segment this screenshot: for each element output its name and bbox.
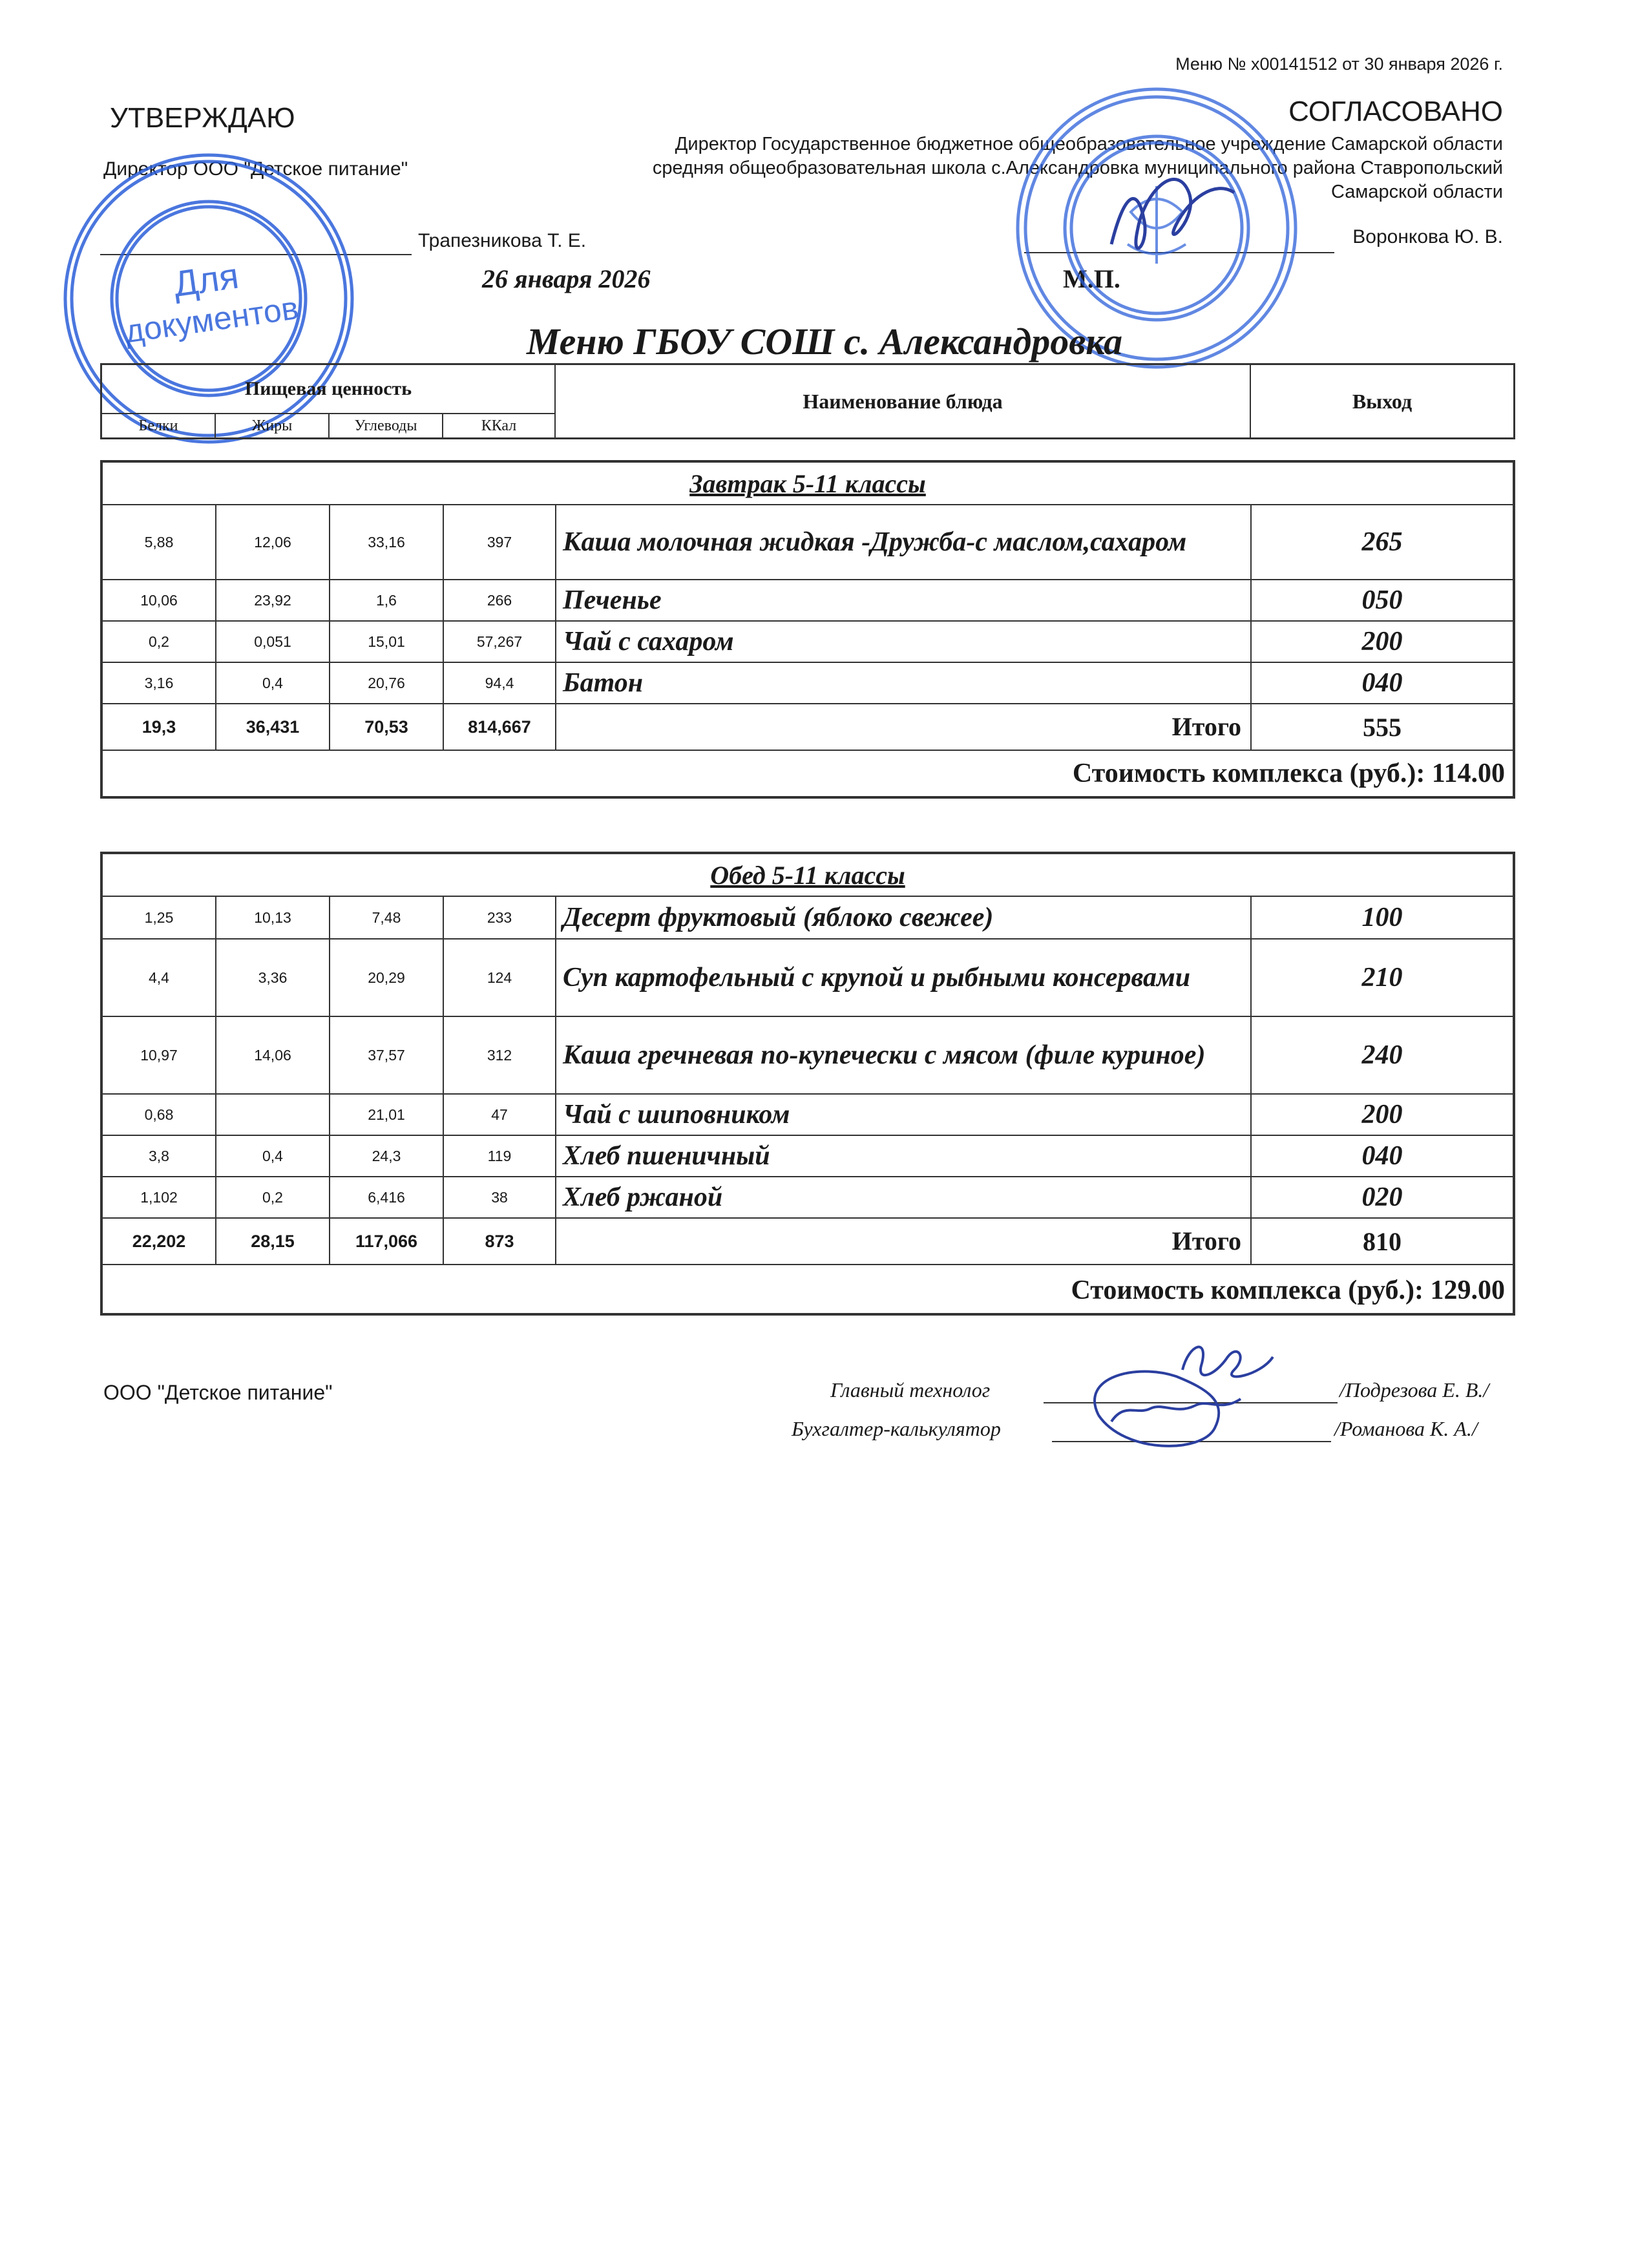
chief-technologist-label: Главный технолог xyxy=(830,1378,991,1402)
output-cell: 100 xyxy=(1361,903,1403,932)
proteins-cell: 0,68 xyxy=(103,1095,216,1135)
carbs-cell: 24,3 xyxy=(330,1136,444,1176)
agree-title: СОГЛАСОВАНО xyxy=(1288,96,1503,127)
fats-total: 36,431 xyxy=(216,704,330,750)
proteins-cell: 1,102 xyxy=(103,1177,216,1217)
total-label: Итого xyxy=(556,704,1252,750)
table-row xyxy=(103,663,1513,704)
proteins-cell: 0,2 xyxy=(103,622,216,662)
lunch-section xyxy=(100,852,1515,1316)
kcal-cell: 397 xyxy=(444,505,556,579)
proteins-cell: 3,8 xyxy=(103,1136,216,1176)
carbs-cell: 1,6 xyxy=(330,580,444,620)
total-row xyxy=(103,704,1513,751)
output-cell: 200 xyxy=(1361,627,1403,656)
kcal-cell: 266 xyxy=(444,580,556,620)
svg-text:документов: документов xyxy=(122,289,301,350)
output-cell: 040 xyxy=(1361,668,1403,698)
approve-role: Директор ООО "Детское питание" xyxy=(103,158,408,180)
carbs-cell: 6,416 xyxy=(330,1177,444,1217)
proteins-total: 19,3 xyxy=(103,704,216,750)
fats-cell xyxy=(216,1095,330,1135)
dish-cell: Десерт фруктовый (яблоко свежее) xyxy=(556,897,1252,938)
kcal-cell: 38 xyxy=(444,1177,556,1217)
output-cell: 240 xyxy=(1361,1040,1403,1070)
nutrition-header: Пищевая ценность xyxy=(102,365,556,414)
dish-cell: Чай с шиповником xyxy=(556,1095,1252,1135)
fats-cell: 0,4 xyxy=(216,1136,330,1176)
output-cell: 040 xyxy=(1361,1141,1403,1171)
fats-cell: 14,06 xyxy=(216,1017,330,1093)
breakfast-section xyxy=(100,460,1515,799)
kcal-cell: 119 xyxy=(444,1136,556,1176)
approve-date: 26 января 2026 xyxy=(482,264,651,293)
svg-text:Для: Для xyxy=(171,255,242,305)
table-row xyxy=(103,1136,1513,1177)
fats-cell: 12,06 xyxy=(216,505,330,579)
dish-cell: Чай с сахаром xyxy=(556,622,1252,662)
section-title: Завтрак 5-11 классы xyxy=(103,463,1513,505)
total-row xyxy=(103,1219,1513,1265)
table-row xyxy=(103,1095,1513,1136)
fats-header: Жиры xyxy=(216,414,330,437)
fats-cell: 0,4 xyxy=(216,663,330,703)
dish-cell: Каша гречневая по-купечески с мясом (филе куриное) xyxy=(556,1017,1252,1093)
menu-number: Меню № x00141512 от 30 января 2026 г. xyxy=(1175,54,1503,74)
proteins-cell: 1,25 xyxy=(103,897,216,938)
proteins-total: 22,202 xyxy=(103,1219,216,1264)
accountant-name: /Романова К. А./ xyxy=(1334,1417,1478,1440)
carbs-cell: 20,29 xyxy=(330,940,444,1016)
output-cell: 050 xyxy=(1361,585,1403,615)
table-row xyxy=(103,580,1513,622)
fats-total: 28,15 xyxy=(216,1219,330,1264)
table-row xyxy=(103,897,1513,940)
kcal-cell: 94,4 xyxy=(444,663,556,703)
approve-title: УТВЕРЖДАЮ xyxy=(110,102,295,134)
table-row xyxy=(103,505,1513,580)
fats-cell: 0,2 xyxy=(216,1177,330,1217)
carbs-cell: 21,01 xyxy=(330,1095,444,1135)
proteins-cell: 10,97 xyxy=(103,1017,216,1093)
output-total: 555 xyxy=(1363,712,1402,742)
menu-header-table xyxy=(100,363,1515,439)
total-label: Итого xyxy=(556,1219,1252,1264)
carbs-cell: 7,48 xyxy=(330,897,444,938)
stamp-place-label: М.П. xyxy=(1063,264,1120,293)
dish-cell: Хлеб ржаной xyxy=(556,1177,1252,1217)
output-cell: 210 xyxy=(1361,963,1403,992)
proteins-cell: 5,88 xyxy=(103,505,216,579)
footer-signatures xyxy=(1073,1331,1318,1460)
dish-cell: Каша молочная жидкая -Дружба-с маслом,сахаром xyxy=(556,505,1252,579)
proteins-cell: 10,06 xyxy=(103,580,216,620)
carbs-cell: 20,76 xyxy=(330,663,444,703)
kcal-total: 814,667 xyxy=(444,704,556,750)
agree-name: Воронкова Ю. В. xyxy=(1352,226,1503,247)
complex-cost: Стоимость комплекса (руб.): 129.00 xyxy=(1071,1276,1505,1305)
fats-cell: 3,36 xyxy=(216,940,330,1016)
proteins-cell: 3,16 xyxy=(103,663,216,703)
table-row xyxy=(103,622,1513,663)
table-row xyxy=(103,1177,1513,1219)
agree-role: Директор Государственное бюджетное общеобразовательное учреждение Самарской области средняя общеобразовательная школа с.Александровка муниципального района Ставропольский Самарской области xyxy=(652,134,1503,202)
complex-cost: Стоимость комплекса (руб.): 114.00 xyxy=(1072,759,1505,788)
carbs-cell: 33,16 xyxy=(330,505,444,579)
fats-cell: 0,051 xyxy=(216,622,330,662)
output-header: Выход xyxy=(1352,389,1413,413)
table-row xyxy=(103,1017,1513,1095)
output-total: 810 xyxy=(1363,1226,1402,1256)
kcal-header: ККал xyxy=(443,414,556,437)
dish-cell: Суп картофельный с крупой и рыбными консервами xyxy=(556,940,1252,1016)
dish-cell: Хлеб пшеничный xyxy=(556,1136,1252,1176)
footer-organization: ООО "Детское питание" xyxy=(103,1381,333,1404)
kcal-cell: 57,267 xyxy=(444,622,556,662)
kcal-cell: 124 xyxy=(444,940,556,1016)
table-row xyxy=(103,940,1513,1017)
carbs-cell: 15,01 xyxy=(330,622,444,662)
director-signature xyxy=(1111,180,1234,249)
fats-cell: 10,13 xyxy=(216,897,330,938)
fats-cell: 23,92 xyxy=(216,580,330,620)
carbs-header: Углеводы xyxy=(330,414,443,437)
kcal-cell: 47 xyxy=(444,1095,556,1135)
dish-cell: Батон xyxy=(556,663,1252,703)
chief-technologist-name: /Подрезова Е. В./ xyxy=(1339,1378,1489,1402)
output-cell: 020 xyxy=(1361,1182,1403,1212)
carbs-total: 70,53 xyxy=(330,704,444,750)
proteins-cell: 4,4 xyxy=(103,940,216,1016)
kcal-total: 873 xyxy=(444,1219,556,1264)
dish-header: Наименование блюда xyxy=(556,365,1251,437)
output-cell: 200 xyxy=(1361,1100,1403,1129)
carbs-total: 117,066 xyxy=(330,1219,444,1264)
document-title: Меню ГБОУ СОШ с. Александровка xyxy=(526,320,1123,362)
accountant-label: Бухгалтер-калькулятор xyxy=(792,1417,1001,1440)
output-cell: 265 xyxy=(1361,527,1403,557)
kcal-cell: 233 xyxy=(444,897,556,938)
section-title: Обед 5-11 классы xyxy=(103,854,1513,897)
dish-cell: Печенье xyxy=(556,580,1252,620)
carbs-cell: 37,57 xyxy=(330,1017,444,1093)
kcal-cell: 312 xyxy=(444,1017,556,1093)
proteins-header: Белки xyxy=(102,414,216,437)
approve-name: Трапезникова Т. Е. xyxy=(418,230,587,251)
